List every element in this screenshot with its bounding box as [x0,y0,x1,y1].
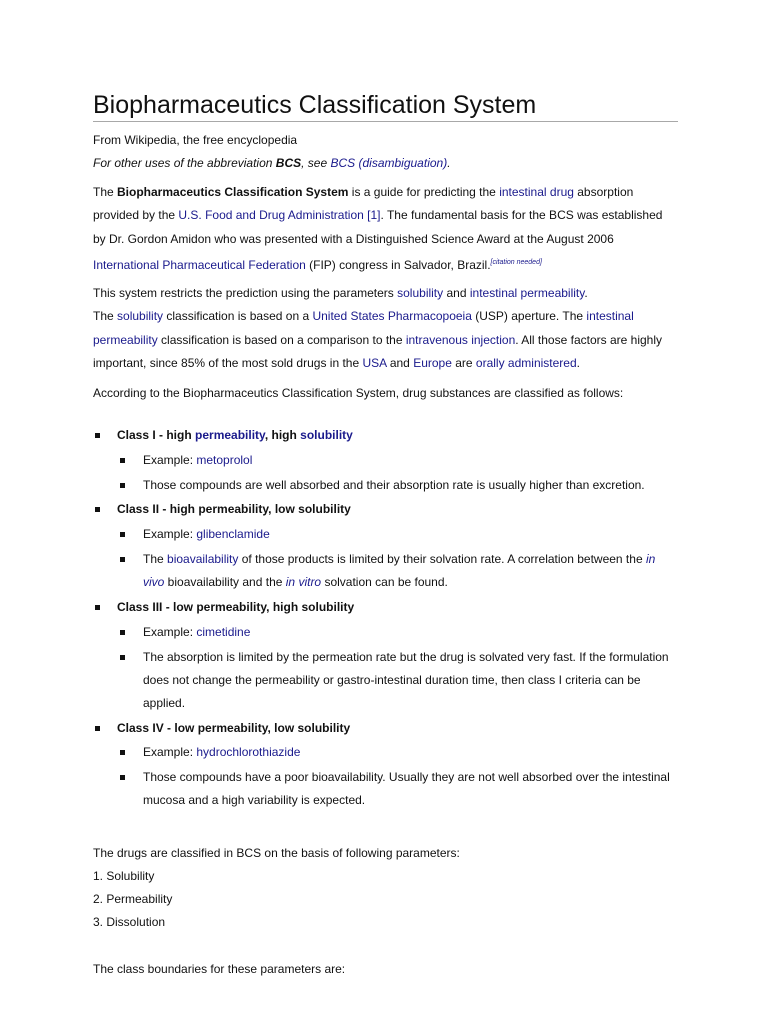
bullet-icon [120,750,125,755]
classification-intro: According to the Biopharmaceutics Classification System, drug substances are classified as follows: [93,386,624,400]
text: Class I - high [117,428,196,442]
param-solubility: 1. Solubility [93,869,155,883]
in-vitro-link[interactable]: in vitro [285,575,322,589]
text: . [576,355,580,370]
text: absorption provided by the [93,185,634,223]
bullet-icon [120,532,125,537]
example-label: Example: [143,625,197,639]
solubility-link[interactable]: solubility [300,428,353,442]
list-item [93,523,678,548]
fda-link[interactable]: U.S. Food and Drug Administration [178,208,364,223]
text: classification is based on a comparison to the [157,332,406,347]
text: is a guide for predicting the [348,185,500,199]
text: are [451,355,476,370]
class-title: Class IV - low permeability, low solubility [117,721,351,735]
example-link[interactable]: hydrochlorothiazide [196,745,301,759]
example-link[interactable]: metoprolol [196,453,253,467]
list-item [93,449,678,474]
hatnote-text: . [447,156,451,170]
class-note: Those compounds are well absorbed and their absorption rate is usually higher than excretion. [143,478,645,492]
example-link[interactable]: cimetidine [196,625,251,639]
class-title: Class II - high permeability, low solubility [117,502,351,516]
text: The [93,185,118,199]
reference-link[interactable]: [1] [367,208,381,223]
bullet-icon [120,557,125,562]
list-item [93,474,678,498]
text: of those products is limited by their solvation rate. A correlation between the [238,552,646,566]
text: (USP) aperture. The [471,309,587,324]
text: bioavailability and the [164,575,286,589]
text: classification is based on a [163,309,313,324]
list-item [93,424,678,449]
hatnote-bold: BCS [275,156,302,170]
list-item [93,621,678,646]
list-item [93,741,678,766]
list-item [93,766,678,814]
class-title: Class III - low permeability, high solubility [117,600,355,614]
bullet-icon [120,483,125,488]
hatnote [93,155,451,171]
bioavailability-link[interactable]: bioavailability [167,552,239,566]
list-item [93,498,678,523]
list-item [93,717,678,741]
text: , high [264,428,301,442]
text: This system restricts the prediction using the parameters [93,286,398,300]
list-item [93,596,678,621]
list-item [93,548,678,596]
text: and [386,355,414,370]
bullet-icon [120,655,125,660]
example-label: Example: [143,745,197,759]
bullet-icon [95,433,100,438]
page-title: Biopharmaceutics Classification System [93,90,678,122]
text: (FIP) congress in Salvador, Brazil. [305,257,491,272]
class-boundaries-intro: The class boundaries for these parameters are: [93,962,346,976]
solubility-link[interactable]: solubility [397,286,444,300]
example-label: Example: [143,527,197,541]
text: and [443,286,470,300]
solubility-link[interactable]: solubility [117,309,164,324]
params-intro: The drugs are classified in BCS on the basis of following parameters: [93,846,460,860]
permeability-link[interactable]: permeability [195,428,265,442]
disambiguation-link[interactable]: BCS (disambiguation) [330,156,448,170]
text: solvation can be found. [321,575,448,589]
intestinal-permeability-link[interactable]: intestinal permeability [93,309,634,347]
citation-needed-link[interactable]: [citation needed] [490,258,542,266]
class-note: The absorption is limited by the permeation rate but the drug is solvated very fast. If the formulation does not change the permeability or gastro-intestinal duration time, then class I criteria can be applied. [143,650,669,710]
intestinal-drug-link[interactable]: intestinal drug [499,185,574,199]
bullet-icon [120,630,125,635]
bullet-icon [120,458,125,463]
bullet-icon [95,726,100,731]
intravenous-injection-link[interactable]: intravenous injection [405,332,516,347]
parameters-paragraph [93,282,678,375]
example-label: Example: [143,453,197,467]
param-dissolution: 3. Dissolution [93,915,166,929]
list-item [93,646,678,717]
in-vivo-link[interactable]: in vivo [143,552,656,589]
europe-link[interactable]: Europe [413,355,452,370]
bold-term: Biopharmaceutics Classification System [117,185,349,199]
bullet-icon [95,507,100,512]
intestinal-permeability-link[interactable]: intestinal permeability [469,286,585,300]
example-link[interactable]: glibenclamide [196,527,270,541]
class-title [117,428,353,442]
text: . The fundamental basis for the BCS was established by Dr. Gordon Amidon who was presented with a Distinguished Science Award at the August 2006 [93,208,663,246]
fip-link[interactable]: International Pharmaceutical Federation [93,257,306,272]
param-permeability: 2. Permeability [93,892,173,906]
orally-administered-link[interactable]: orally administered [475,355,577,370]
intro-paragraph [93,181,678,277]
text: The [143,552,168,566]
hatnote-text: , see [301,156,331,170]
usa-link[interactable]: USA [362,355,387,370]
tagline: From Wikipedia, the free encyclopedia [93,133,298,147]
class-note: Those compounds have a poor bioavailability. Usually they are not well absorbed over the intestinal mucosa and a high variability is expected. [143,770,670,807]
bullet-icon [120,775,125,780]
bullet-icon [95,605,100,610]
text: . [584,286,588,300]
text: . All those factors are highly important, since 85% of the most sold drugs in the [93,332,662,370]
hatnote-text: For other uses of the abbreviation [93,156,276,170]
class-list [93,424,678,814]
text: The [93,309,118,324]
usp-link[interactable]: United States Pharmacopoeia [312,309,472,324]
